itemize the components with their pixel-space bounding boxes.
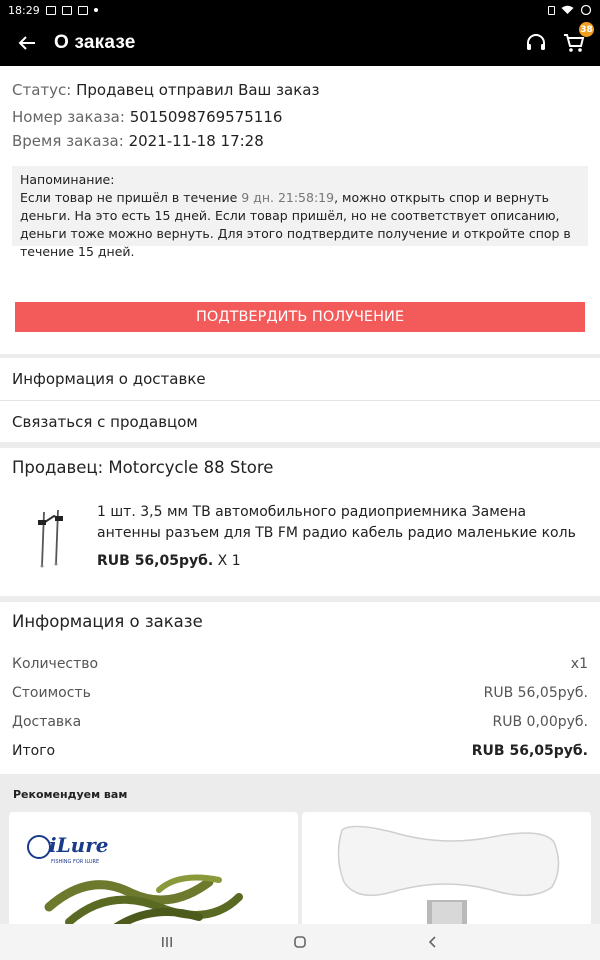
order-time-value: 2021-11-18 17:28 <box>128 132 264 150</box>
product-title-line2: антенны разъем для ТВ FM радио кабель радио маленькие коль <box>97 525 576 541</box>
order-number-row <box>12 108 282 126</box>
contact-seller-link[interactable]: Связаться с продавцом <box>12 413 198 431</box>
recommend-title: Рекомендуем вам <box>13 788 128 801</box>
recent-apps-icon[interactable] <box>160 935 174 949</box>
system-nav-bar <box>0 924 600 960</box>
reminder-box <box>12 166 588 259</box>
product-price: RUB 56,05руб. <box>97 553 214 569</box>
reminder-text-1: Если товар не пришёл в течение <box>20 190 238 205</box>
order-info-card <box>0 602 600 774</box>
cart-button[interactable] <box>562 24 593 55</box>
product-title[interactable] <box>97 502 587 544</box>
back-nav-icon[interactable] <box>426 935 440 949</box>
cost-row <box>12 685 588 701</box>
delivery-info-link[interactable]: Информация о доставке <box>12 370 206 388</box>
app-bar <box>0 20 600 66</box>
order-number-value: 5015098769575116 <box>129 108 283 126</box>
seller-card <box>0 448 600 596</box>
status-time: 18:29 <box>8 3 40 17</box>
status-bar <box>0 0 600 20</box>
order-info-title: Информация о заказе <box>12 612 203 631</box>
status-value: Продавец отправил Ваш заказ <box>76 81 320 99</box>
total-value: RUB 56,05руб. <box>471 743 588 759</box>
product-qty: X 1 <box>217 553 241 569</box>
shipping-value: RUB 0,00руб. <box>492 714 588 730</box>
quantity-label: Количество <box>12 656 99 672</box>
gallery-icon <box>62 6 72 15</box>
order-number-label: Номер заказа: <box>12 108 125 126</box>
handle-product-image <box>302 812 591 932</box>
page-title: О заказе <box>54 32 136 53</box>
more-notifications-icon <box>94 8 98 12</box>
shipping-label: Доставка <box>12 714 82 730</box>
seller-title[interactable]: Продавец: Motorcycle 88 Store <box>12 458 274 477</box>
fishing-lure-product-image <box>9 812 298 932</box>
weather-icon <box>78 6 88 15</box>
reminder-heading: Напоминание: <box>20 172 115 187</box>
status-label: Статус: <box>12 81 72 99</box>
home-icon[interactable] <box>293 935 307 949</box>
recommended-product-card[interactable] <box>302 812 591 932</box>
product-title-line1: 1 шт. 3,5 мм ТВ автомобильного радиоприемника Замена <box>97 504 527 520</box>
arrow-back-icon <box>18 35 36 51</box>
order-status-row <box>12 81 319 99</box>
quantity-value: x1 <box>570 656 588 672</box>
confirm-receipt-button[interactable]: ПОДТВЕРДИТЬ ПОЛУЧЕНИЕ <box>15 302 585 332</box>
reminder-countdown: 9 дн. 21:58:19 <box>241 190 335 205</box>
reminder-text-3: На это есть 15 дней. Если товар пришёл, но не соответствует описанию, деньги тоже можно вернуть. Для этого подтвердите получение и откройте спор в течение 15 дней. <box>20 208 571 259</box>
support-headset-icon[interactable] <box>524 31 548 55</box>
quantity-row <box>12 656 588 672</box>
svg-text:FISHING FOR ILURE: FISHING FOR ILURE <box>51 859 100 865</box>
cost-label: Стоимость <box>12 685 91 701</box>
cost-value: RUB 56,05руб. <box>483 685 588 701</box>
notification-icon <box>46 6 56 15</box>
order-time-label: Время заказа: <box>12 132 124 150</box>
product-price-row <box>97 553 241 569</box>
cart-count-badge: 38 <box>579 22 594 37</box>
product-image[interactable] <box>30 506 78 570</box>
order-time-row <box>12 132 264 150</box>
reminder-text-2: , можно открыть спор и вернуть деньги. <box>20 190 549 223</box>
total-row <box>12 743 588 759</box>
svg-text:iLure: iLure <box>49 833 109 857</box>
battery-icon <box>580 5 592 15</box>
total-label: Итого <box>12 743 56 759</box>
recommended-product-card[interactable] <box>9 812 298 932</box>
wifi-icon <box>561 5 574 15</box>
reminder-text <box>20 189 580 261</box>
lock-icon <box>548 6 555 15</box>
order-links-card <box>0 358 600 442</box>
ilure-logo <box>28 833 108 865</box>
back-button[interactable] <box>0 20 54 66</box>
shipping-row <box>12 714 588 730</box>
